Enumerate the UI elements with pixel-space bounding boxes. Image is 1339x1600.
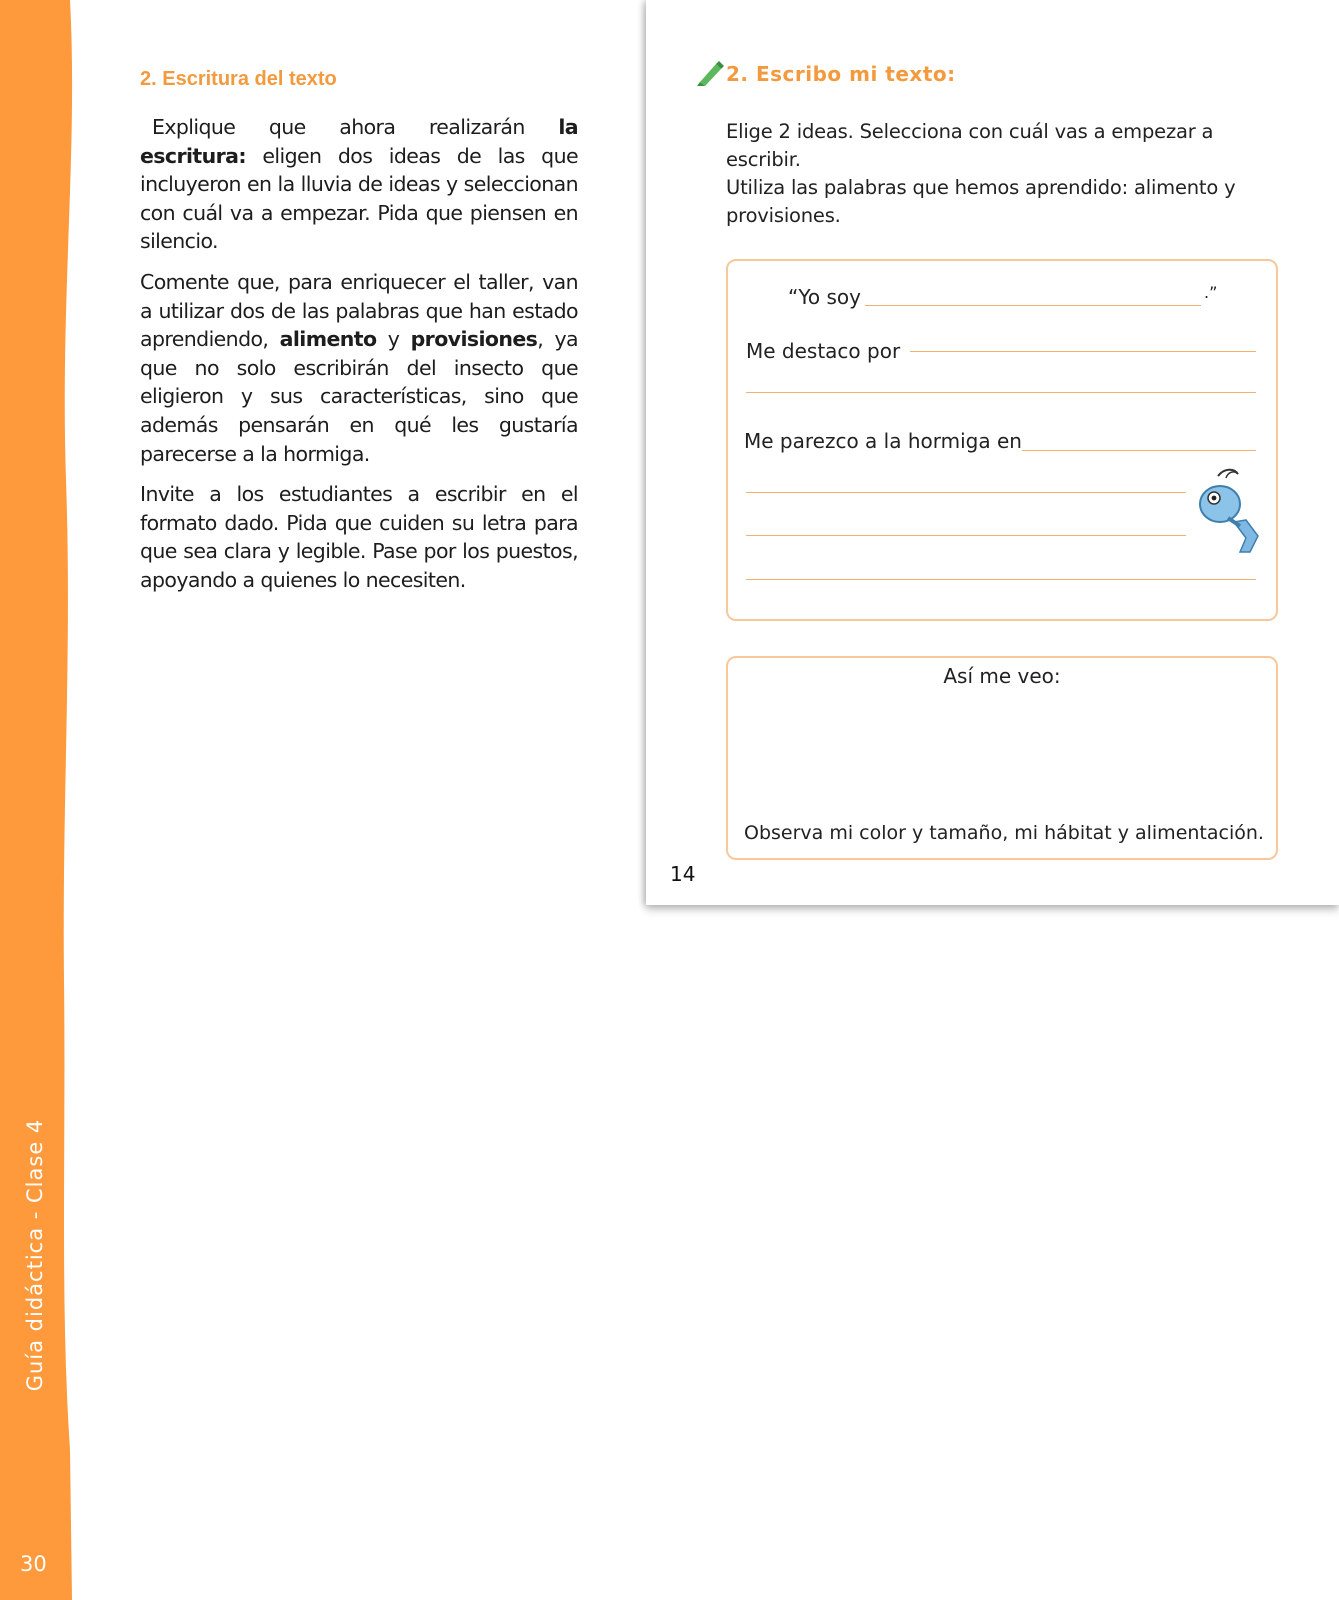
instruction-use-words: Utiliza las palabras que hemos aprendido: alimento y provisiones. xyxy=(726,176,1236,227)
yo-soy-label: “Yo soy xyxy=(788,285,862,309)
me-parezco-label: Me parezco a la hormiga en xyxy=(744,429,1022,453)
text-run: eligen dos ideas de las que incluyeron en la lluvia de ideas y seleccionan con cuál va a empezar. Pida que piensen en silencio. xyxy=(140,143,578,254)
me-parezco-line-4[interactable] xyxy=(746,579,1256,580)
teacher-notes xyxy=(140,68,578,607)
workbook-page xyxy=(646,0,1339,905)
paragraph-format: Invite a los estudiantes a escribir en el formato dado. Pida que cuiden su letra para que sea clara y legible. Pase por los puestos, apoyando a quienes lo necesiten. xyxy=(140,482,578,592)
workbook-page-number: 14 xyxy=(670,862,696,886)
side-band-label: Guía didáctica - Clase 4 xyxy=(23,1118,47,1392)
me-parezco-line-3[interactable] xyxy=(746,535,1186,536)
me-parezco-line[interactable] xyxy=(1022,450,1256,451)
closing-quote: .” xyxy=(1204,283,1218,302)
text-run: y xyxy=(376,327,411,352)
instruction-choose-ideas: Elige 2 ideas. Selecciona con cuál vas a empezar a escribir. xyxy=(726,120,1214,171)
drawing-box xyxy=(726,656,1278,860)
section-heading: 2. Escritura del texto xyxy=(140,68,337,90)
workbook-heading: 2. Escribo mi texto: xyxy=(726,62,956,86)
me-destaco-label: Me destaco por xyxy=(746,339,901,363)
writing-box xyxy=(726,259,1278,621)
me-destaco-line[interactable] xyxy=(910,351,1256,352)
text-run: , ya que no solo escribirán del insecto que eligieron y sus características, sino que además pensarán en qué les gustaría parecerse a la hormiga. xyxy=(140,327,578,466)
bold-text: provisiones xyxy=(410,327,538,352)
paragraph-vocabulary xyxy=(140,268,578,468)
me-destaco-line-2[interactable] xyxy=(746,392,1256,393)
text-run: Explique que ahora realizarán xyxy=(152,115,559,139)
drawing-box-title: Así me veo: xyxy=(943,664,1061,688)
yo-soy-line[interactable] xyxy=(865,305,1201,306)
drawing-box-caption: Observa mi color y tamaño, mi hábitat y alimentación. xyxy=(744,822,1264,844)
side-band xyxy=(0,0,80,1600)
bold-text: la escritura: xyxy=(140,115,578,168)
paragraph-writing-instructions xyxy=(140,113,578,256)
guide-page-number: 30 xyxy=(20,1552,47,1576)
text-run: Comente que, para enriquecer el taller, van a utilizar dos de las palabras que han estado aprendiendo, xyxy=(140,269,578,352)
ant-icon xyxy=(1188,466,1268,556)
me-parezco-line-2[interactable] xyxy=(746,492,1186,493)
pencil-icon xyxy=(696,60,724,86)
bold-text: alimento xyxy=(279,327,377,352)
